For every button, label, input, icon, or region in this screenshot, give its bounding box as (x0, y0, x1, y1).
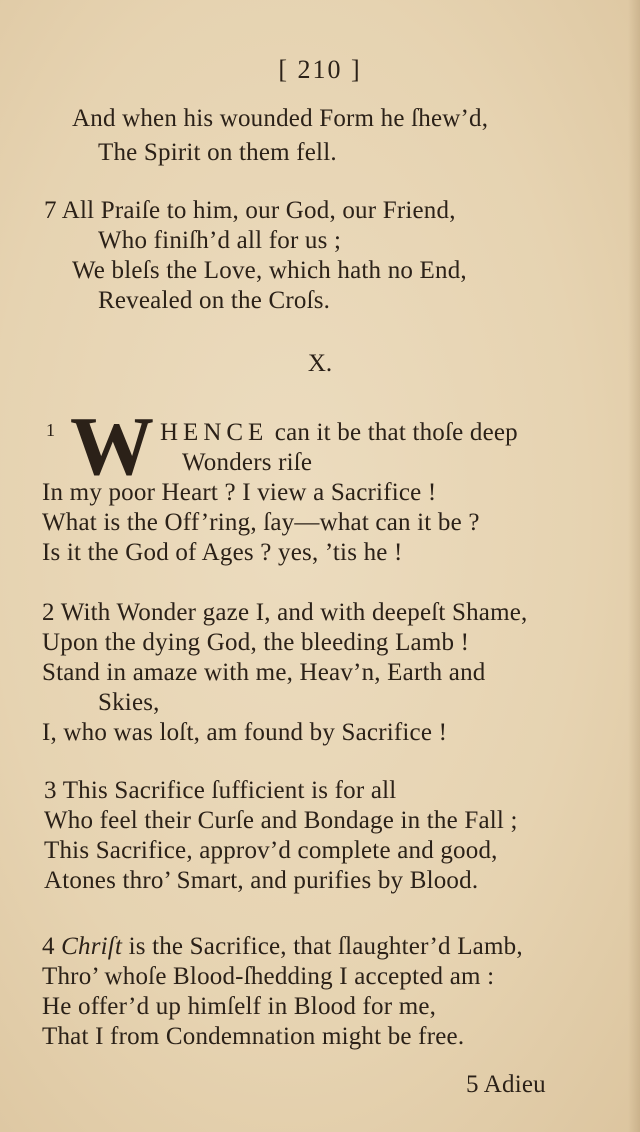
verse-4-number: 4 (42, 933, 55, 960)
verse-2-line-4: Skies, (98, 689, 160, 716)
verse-1-number: 1 (46, 420, 55, 440)
verse-1-line-2: Wonders riſe (182, 449, 313, 476)
verse-4-italic-word: Chriſt (61, 933, 123, 960)
verse-3-line-1: 3 This Sacrifice ſufficient is for all (44, 777, 397, 804)
verse-2-line-5: I, who was loſt, am found by Sacrifice ! (42, 719, 448, 746)
page-edge-shadow (628, 0, 640, 1132)
verse-4-line-3: He offer’d up himſelf in Blood for me, (42, 993, 437, 1020)
top-stanza-line-1: And when his wounded Form he ſhew’d, (72, 105, 489, 132)
drop-cap-letter: W (70, 400, 152, 493)
stanza-7-line-2: Who finiſh’d all for us ; (98, 227, 342, 254)
top-stanza-line-2: The Spirit on them fell. (98, 139, 337, 166)
verse-4-line-2: Thro’ whoſe Blood-ſhedding I accepted am : (42, 963, 495, 990)
verse-4-line-1 (42, 932, 523, 962)
verse-1-line-1-rest: can it be that thoſe deep (274, 419, 518, 446)
verse-2-line-2: Upon the dying God, the bleeding Lamb ! (42, 629, 470, 656)
verse-2-line-1: 2 With Wonder gaze I, and with deepeſt Shame, (42, 599, 528, 626)
hymn-heading: X. (307, 350, 333, 377)
verse-4-line-4: That I from Condemnation might be free. (42, 1023, 465, 1050)
verse-4-line-1-rest: is the Sacrifice, that ſlaughter’d Lamb, (128, 933, 523, 960)
verse-1-line-3: In my poor Heart ? I view a Sacrifice ! (42, 479, 437, 506)
verse-3-line-3: This Sacrifice, approv’d complete and good, (44, 837, 498, 864)
stanza-7-line-1: 7 All Praiſe to him, our God, our Friend, (44, 197, 456, 224)
catchword: 5 Adieu (466, 1071, 546, 1098)
verse-1-line-4: What is the Off’ring, ſay—what can it be ? (42, 509, 480, 536)
verse-2-line-3: Stand in amaze with me, Heav’n, Earth and (42, 659, 486, 686)
verse-3-line-2: Who feel their Curſe and Bondage in the Fall ; (44, 807, 518, 834)
verse-3-line-4: Atones thro’ Smart, and purifies by Blood. (44, 867, 479, 894)
verse-1-line-5: Is it the God of Ages ? yes, ’tis he ! (42, 539, 403, 566)
page-number: [ 210 ] (278, 55, 362, 84)
verse-1-line-1 (160, 418, 518, 448)
stanza-7-line-3: We bleſs the Love, which hath no End, (72, 257, 467, 284)
verse-1-first-word: HENCE (160, 419, 269, 446)
stanza-7-line-4: Revealed on the Croſs. (98, 287, 331, 314)
